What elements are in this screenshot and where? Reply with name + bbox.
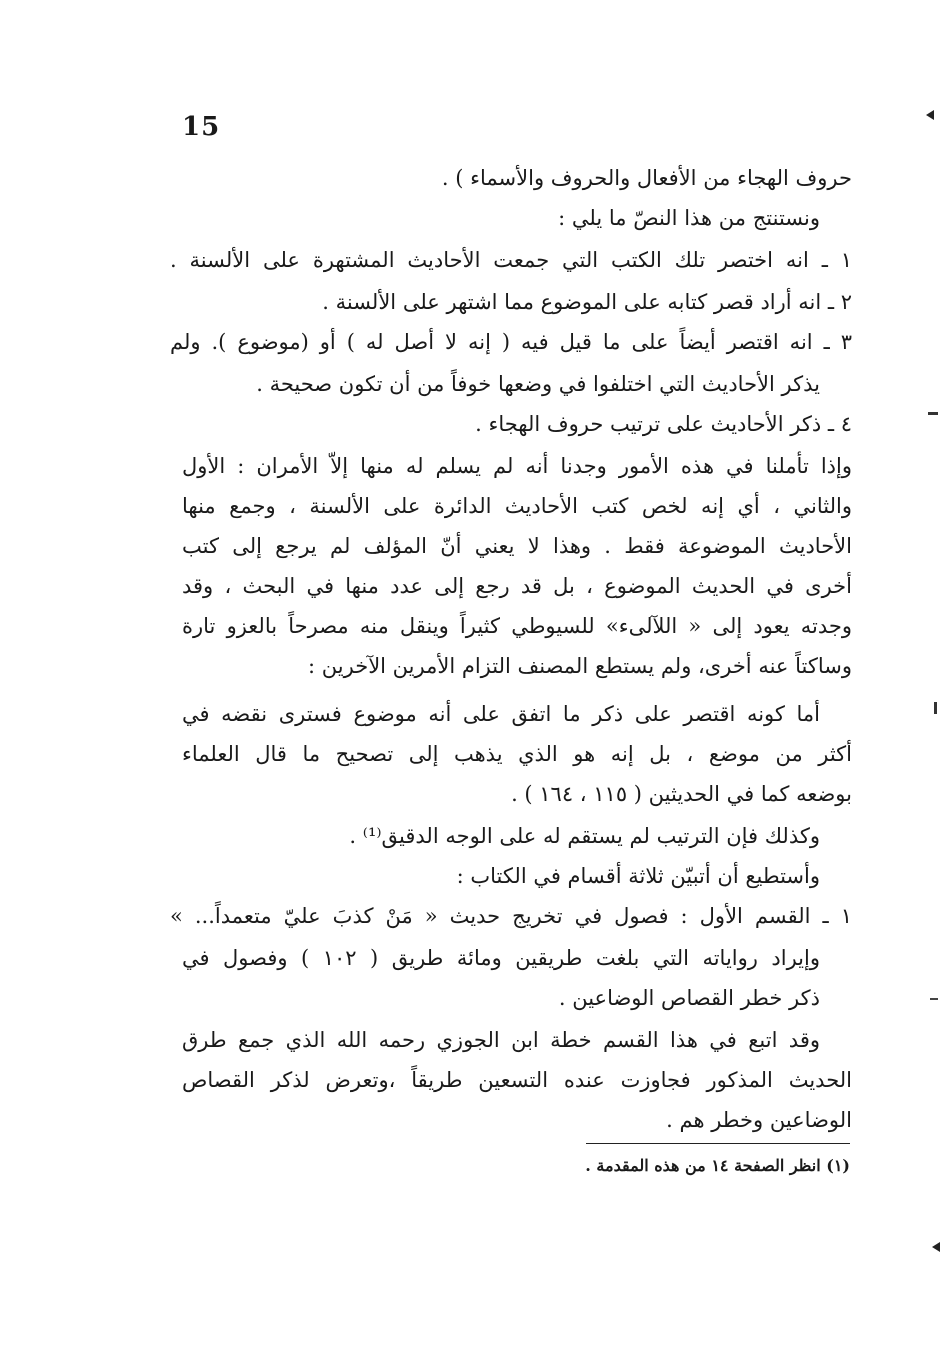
text-line: الوضاعين وخطر هم .: [666, 1108, 852, 1132]
text-line: بوضعه كما في الحديثين ( ١١٥ ، ١٦٤ ) .: [511, 782, 852, 806]
text-line: ٢ ـ انه أراد قصر كتابه على الموضوع مما اشتهر على الألسنة .: [322, 290, 852, 314]
page-number: 15: [182, 112, 221, 142]
margin-arrow-icon: [932, 1242, 940, 1252]
margin-dash-icon: [928, 412, 938, 415]
text-line: وساكتاً عنه أخرى، ولم يستطع المصنف التزام الأمرين الآخرين :: [308, 654, 852, 678]
text-line: وجدته يعود إلى « اللآلىء» للسيوطي كثيراً وينقل منه مصرحاً بالعزو تارة: [182, 614, 852, 638]
text-line: الحديث المذكور فجاوزت عنده التسعين طريقاً ،وتعرض لذكر القصاص: [182, 1068, 852, 1092]
text-line: الأحاديث الموضوعة فقط . وهذا لا يعني أنّ المؤلف لم يرجع إلى كتب: [182, 534, 852, 558]
text-line: وأستطيع أن أتبيّن ثلاثة أقسام في الكتاب :: [456, 864, 820, 888]
text-line: ٣ ـ انه اقتصر أيضاً على ما قيل فيه ( إنه لا أصل له ) أو (موضوع ). ولم: [170, 330, 852, 354]
footnote: (١) انظر الصفحة ١٤ من هذه المقدمة .: [585, 1156, 850, 1175]
text-line: وكذلك فإن الترتيب لم يستقم له على الوجه الدقيق⁽¹⁾ .: [349, 824, 820, 848]
margin-tick-icon: [934, 702, 937, 714]
text-line: أكثر من موضع ، بل إنه هو الذي يذهب إلى تصحيح ما قال العلماء: [182, 742, 852, 766]
text-line: أما كونه اقتصر على ذكر ما اتفق على أنه موضوع فسترى نقضه في: [182, 702, 820, 726]
text-line: وإذا تأملنا في هذه الأمور وجدنا أنه لم يسلم له منها إلاّ الأمران : الأول: [182, 454, 852, 478]
margin-arrow-icon: [926, 110, 934, 120]
text-line: وقد اتبع في هذا القسم خطة ابن الجوزي رحمه الله الذي جمع طرق: [182, 1028, 820, 1052]
footnote-divider: [586, 1143, 850, 1144]
text-line: ١ ـ انه اختصر تلك الكتب التي جمعت الأحاديث المشتهرة على الألسنة .: [170, 248, 852, 272]
text-line: حروف الهجاء من الأفعال والحروف والأسماء ) .: [441, 166, 852, 190]
text-line: ٤ ـ ذكر الأحاديث على ترتيب حروف الهجاء .: [475, 412, 852, 436]
margin-dash-icon: [930, 998, 938, 1000]
text-line: ونستنتج من هذا النصّ ما يلي :: [558, 206, 820, 230]
text-line: أخرى في الحديث الموضوع ، بل قد رجع إلى عدد منها في البحث ، وقد: [182, 574, 852, 598]
text-line: ١ ـ القسم الأول : فصول في تخريج حديث « مَنْ كذبَ عليّ متعمداً... »: [170, 904, 852, 928]
text-line: وإيراد رواياته التي بلغت طريقين ومائة طريق ( ١٠٢ ) وفصول في: [182, 946, 820, 970]
text-line: والثاني ، أي إنه لخص كتب الأحاديث الدائرة على الألسنة ، وجمع منها: [182, 494, 852, 518]
text-line: يذكر الأحاديث التي اختلفوا في وضعها خوفاً من أن تكون صحيحة .: [256, 372, 820, 396]
text-line: ذكر خطر القصاص الوضاعين .: [558, 986, 820, 1010]
